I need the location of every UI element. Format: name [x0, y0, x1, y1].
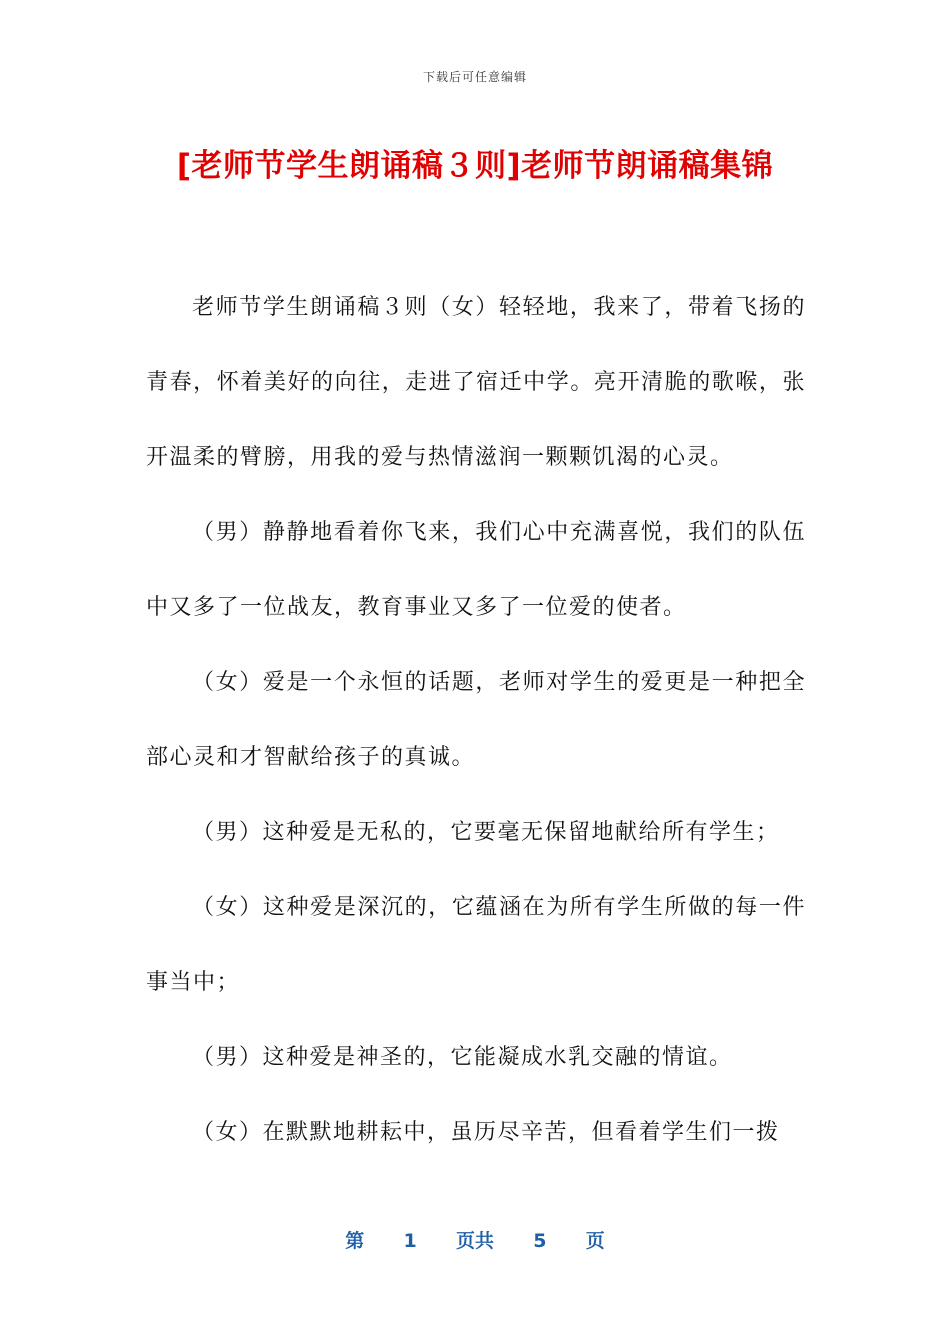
paragraph: （男）这种爱是神圣的，它能凝成水乳交融的情谊。 — [192, 1045, 733, 1070]
paragraph: （女）爱是一个永恒的话题，老师对学生的爱更是一种把全部心灵和才智献给孩子的真诚。 — [146, 670, 806, 770]
footer-total-pages: 5 — [533, 1230, 547, 1252]
document-body — [146, 270, 806, 1170]
footer-suffix: 页 — [585, 1230, 605, 1252]
footer-current-page: 1 — [403, 1230, 417, 1252]
footer-middle: 页共 — [455, 1230, 494, 1252]
paragraph: （女）在默默地耕耘中，虽历尽辛苦，但看着学生们一拨 — [192, 1120, 780, 1145]
page-footer — [0, 1226, 950, 1253]
paragraph: （女）这种爱是深沉的，它蕴涵在为所有学生所做的每一件事当中； — [146, 895, 806, 995]
header-note: 下载后可任意编辑 — [422, 70, 527, 84]
footer-prefix: 第 — [345, 1230, 365, 1252]
paragraph: （男）这种爱是无私的，它要毫无保留地献给所有学生； — [192, 820, 780, 845]
document-title: [老师节学生朗诵稿３则]老师节朗诵稿集锦 — [176, 148, 774, 184]
paragraph: （男）静静地看着你飞来，我们心中充满喜悦，我们的队伍中又多了一位战友，教育事业又多了一位爱的使者。 — [146, 520, 806, 620]
paragraph: 老师节学生朗诵稿３则（女）轻轻地，我来了，带着飞扬的青春，怀着美好的向往，走进了宿迁中学。亮开清脆的歌喉，张开温柔的臂膀，用我的爱与热情滋润一颗颗饥渴的心灵。 — [146, 295, 806, 470]
